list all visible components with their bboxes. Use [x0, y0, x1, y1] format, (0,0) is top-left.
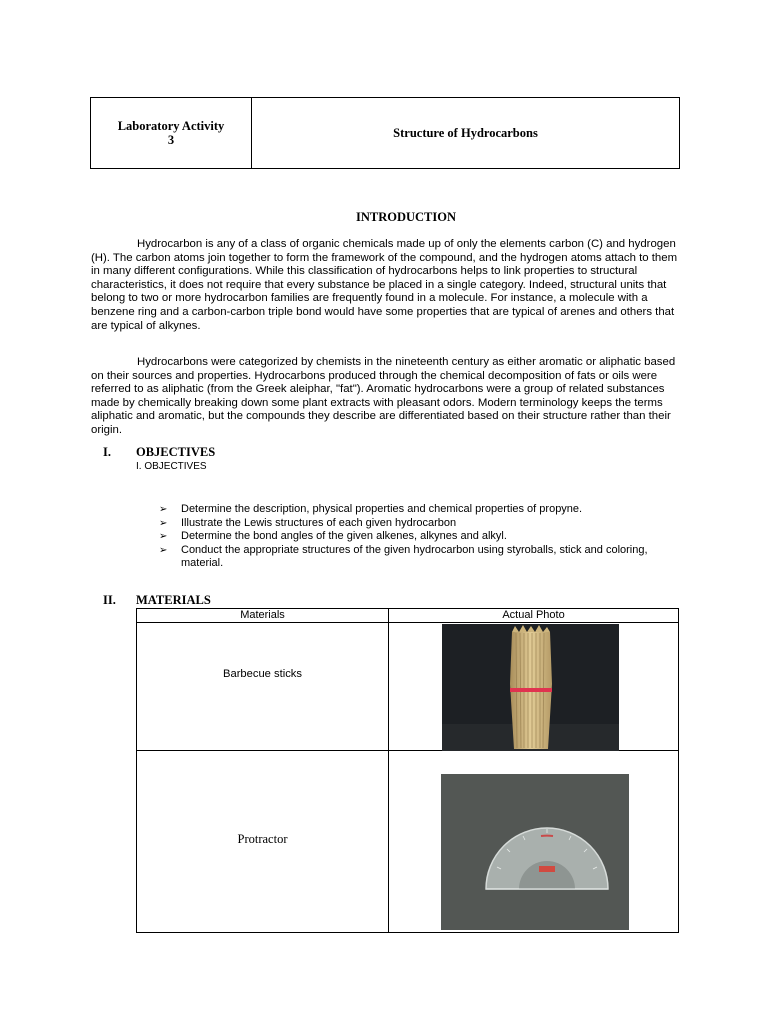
- column-header-photo: Actual Photo: [389, 609, 679, 623]
- protractor-photo: [441, 774, 629, 930]
- material-name: Protractor: [237, 832, 288, 846]
- activity-title: Structure of Hydrocarbons: [393, 125, 538, 140]
- intro-paragraph-1: [91, 238, 679, 333]
- material-photo-cell: [389, 623, 679, 751]
- intro-paragraph-2-text: Hydrocarbons were categorized by chemists in the nineteenth century as either aromatic or aliphatic based on their sources and properties. Hydrocarbons produced through the chemical decomposition of fats or oils were referred to as aliphatic (from the Greek aleiphar, "fat"). Aromatic hydrocarbons were a group of related substances made by chemically breaking down some plant extracts with pleasant odors. Modern terminology keeps the terms aliphatic and aromatic, but the compounds they describe are differentiated based on their structure rather than their origin.: [91, 356, 676, 436]
- header-table: [90, 97, 680, 169]
- materials-heading: [103, 593, 211, 608]
- intro-paragraph-1-text: Hydrocarbon is any of a class of organic chemicals made up of only the elements carbon (C) and hydrogen (H). The carbon atoms join together to form the framework of the compound, and the hydrogen atoms attach to them in many different configurations. While this classification of hydrocarbons helps to link properties to structural characteristics, it does not require that every substance be placed in a single category. Indeed, structural units that belong to two or more hydrocarbon families are frequently found in a molecule. For instance, a molecule with a benzene ring and a carbon-carbon triple bond would have some properties that are typical of arenes and others that are typical of alkynes.: [91, 238, 678, 332]
- objectives-heading: [103, 445, 215, 460]
- materials-title: MATERIALS: [136, 593, 211, 607]
- objective-text: Determine the bond angles of the given alkenes, alkynes and alkyl.: [181, 530, 507, 543]
- activity-label: Laboratory Activity: [117, 119, 225, 133]
- objective-text: Conduct the appropriate structures of the given hydrocarbon using styroballs, stick and coloring, material.: [181, 543, 648, 570]
- table-header-row: [137, 609, 679, 623]
- table-row: [137, 623, 679, 751]
- list-item: [159, 530, 679, 544]
- arrowhead-bullet-icon: ➢: [159, 504, 168, 515]
- material-name-cell: [137, 751, 389, 933]
- introduction-heading: INTRODUCTION: [355, 210, 456, 224]
- list-item: [159, 517, 679, 531]
- column-header-materials: Materials: [137, 609, 389, 623]
- material-photo-cell: [389, 751, 679, 933]
- objectives-number: I.: [103, 445, 111, 459]
- list-item: [159, 503, 679, 517]
- activity-number: 3: [167, 133, 175, 147]
- objectives-list: [159, 503, 679, 571]
- objectives-subheading: I. OBJECTIVES: [136, 461, 207, 472]
- activity-title-cell: [252, 98, 679, 168]
- materials-number: II.: [103, 593, 116, 607]
- table-row: [137, 751, 679, 933]
- objectives-title: OBJECTIVES: [136, 445, 216, 459]
- intro-paragraph-2: [91, 356, 679, 438]
- objective-text: Determine the description, physical properties and chemical properties of propyne.: [181, 503, 583, 515]
- material-name-cell: [137, 623, 389, 751]
- barbecue-sticks-photo: [442, 624, 619, 751]
- arrowhead-bullet-icon: ➢: [159, 544, 168, 556]
- arrowhead-bullet-icon: ➢: [159, 531, 168, 543]
- activity-label-cell: [91, 98, 252, 168]
- list-item: [159, 544, 679, 571]
- materials-table: [136, 608, 679, 933]
- arrowhead-bullet-icon: ➢: [159, 517, 168, 529]
- objective-text: Illustrate the Lewis structures of each given hydrocarbon: [181, 516, 457, 529]
- material-name: Barbecue sticks: [223, 667, 302, 680]
